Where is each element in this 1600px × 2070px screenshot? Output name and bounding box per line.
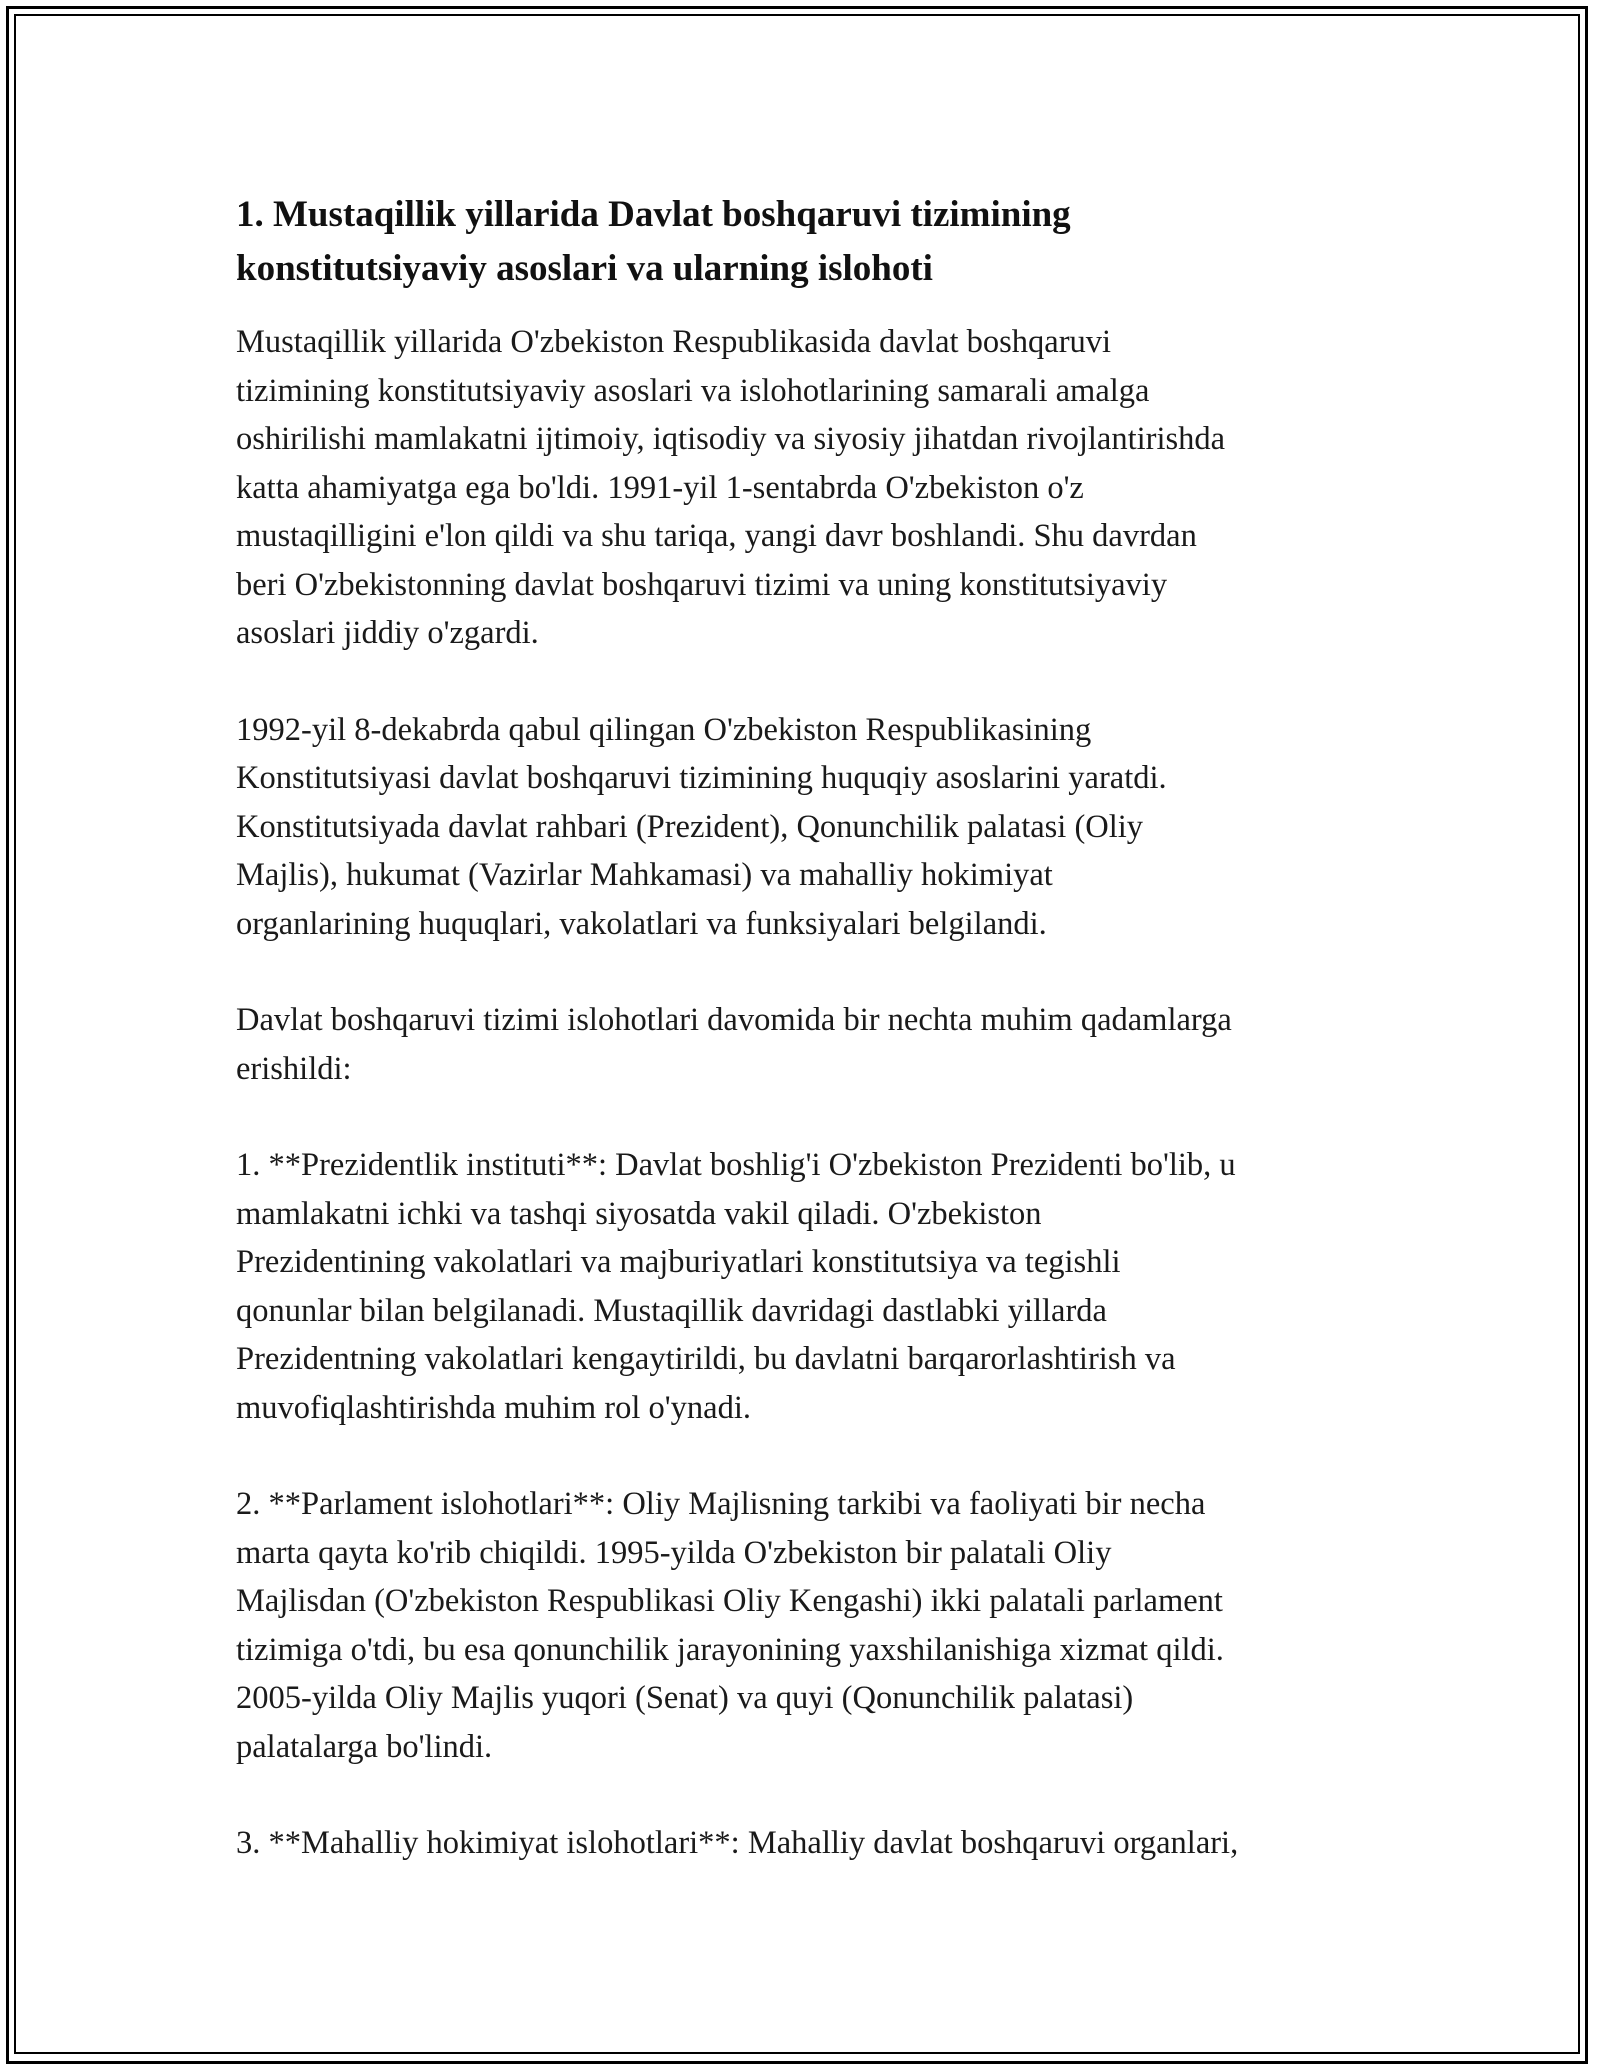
list-item-presidency: 1. **Prezidentlik instituti**: Davlat boshlig'i O'zbekiston Prezidenti bo'lib, u mamlakatni ichki va tashqi siyosatda vakil qiladi. O'zbekiston Prezidentining vakolatlari va majburiyatlari konstitutsiya va tegishli qonunlar bilan belgilanadi. Mustaqillik davridagi dastlabki yillarda Prezidentning vakolatlari kengaytirildi, bu davlatni barqarorlashtirish va muvofiqlashtirishda muhim rol o'ynadi. xyxy=(236,1147,1236,1426)
paragraph-reforms-lead: Davlat boshqaruvi tizimi islohotlari davomida bir nechta muhim qadamlarga erishildi: xyxy=(236,1002,1232,1087)
document-title: 1. Mustaqillik yillarida Davlat boshqaruvi tizimining konstitutsiyaviy asoslari va ularning islohoti xyxy=(236,194,1071,289)
document-body xyxy=(236,188,1376,1868)
paragraph-constitution: 1992-yil 8-dekabrda qabul qilingan O'zbekiston Respublikasining Konstitutsiyasi davlat boshqaruvi tizimining huquqiy asoslarini yaratdi. Konstitutsiyada davlat rahbari (Prezident), Qonunchilik palatasi (Oliy Majlis), hukumat (Vazirlar Mahkamasi) va mahalliy hokimiyat organlarining huquqlari, vakolatlari va funksiyalari belgilandi. xyxy=(236,711,1167,942)
list-item-parliament: 2. **Parlament islohotlari**: Oliy Majlisning tarkibi va faoliyati bir necha marta qayta ko'rib chiqildi. 1995-yilda O'zbekiston bir palatali Oliy Majlisdan (O'zbekiston Respublikasi Oliy Kengashi) ikki palatali parlament tizimiga o'tdi, bu esa qonunchilik jarayonining yaxshilanishiga xizmat qildi. 2005-yilda Oliy Majlis yuqori (Senat) va quyi (Qonunchilik palatasi) palatalarga bo'lindi. xyxy=(236,1486,1224,1765)
paragraph-intro: Mustaqillik yillarida O'zbekiston Respublikasida davlat boshqaruvi tizimining konstitutsiyaviy asoslari va islohotlarining samarali amalga oshirilishi mamlakatni ijtimoiy, iqtisodiy va siyosiy jihatdan rivojlantirishda katta ahamiyatga ega bo'ldi. 1991-yil 1-sentabrda O'zbekiston o'z mustaqilligini e'lon qildi va shu tariqa, yangi davr boshlandi. Shu davrdan beri O'zbekistonning davlat boshqaruvi tizimi va uning konstitutsiyaviy asoslari jiddiy o'zgardi. xyxy=(236,324,1226,651)
list-item-local-government: 3. **Mahalliy hokimiyat islohotlari**: Mahalliy davlat boshqaruvi organlari, xyxy=(236,1825,1239,1861)
